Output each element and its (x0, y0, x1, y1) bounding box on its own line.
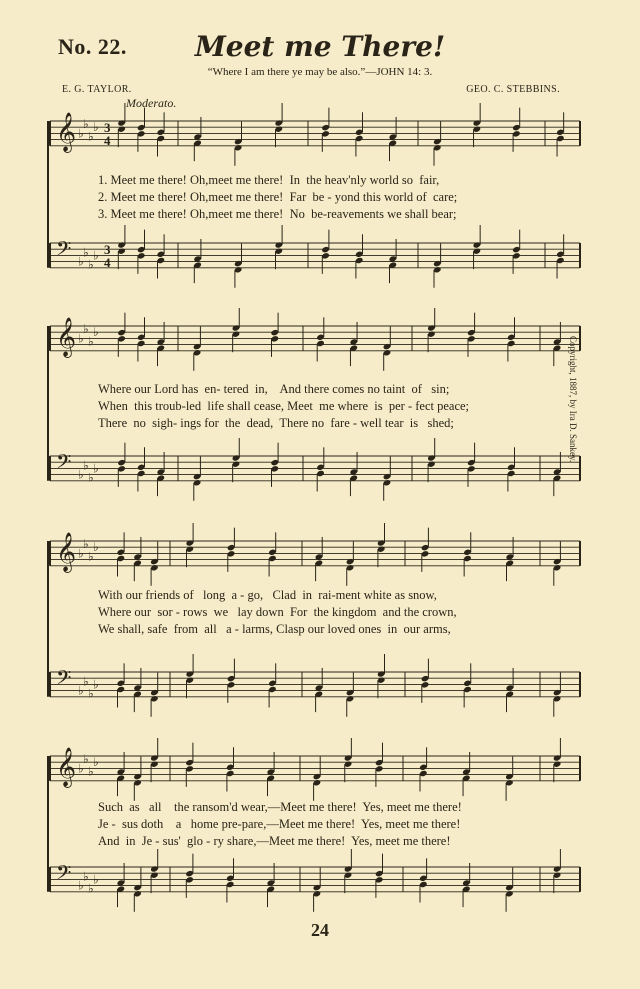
flat-icon: ♭ (83, 322, 89, 337)
hymn-title: Meet me There! (194, 30, 446, 63)
flat-icon: ♭ (83, 245, 89, 260)
bass-staff (50, 438, 580, 501)
time-signature-bottom: 4 (104, 133, 111, 148)
flat-icon: ♭ (78, 761, 84, 776)
flat-icon: ♭ (93, 248, 99, 263)
scripture-reference: “Where I am there ye may be also.”—JOHN 14: 3. (207, 66, 433, 78)
flat-icon: ♭ (93, 677, 99, 692)
bass-clef-icon: 𝄢 (56, 861, 72, 889)
flat-icon: ♭ (88, 686, 94, 701)
flat-icon: ♭ (93, 120, 99, 135)
treble-staff (50, 738, 580, 801)
lyricist-credit: E. G. TAYLOR. (62, 84, 132, 95)
flat-icon: ♭ (78, 254, 84, 269)
flat-icon: ♭ (88, 549, 94, 564)
flat-icon: ♭ (78, 546, 84, 561)
time-signature-bottom: 4 (104, 255, 111, 270)
flat-icon: ♭ (78, 331, 84, 346)
treble-staff (50, 308, 580, 371)
flat-icon: ♭ (83, 752, 89, 767)
flat-icon: ♭ (83, 674, 89, 689)
bass-staff (50, 849, 580, 912)
bass-clef-icon: 𝄢 (56, 450, 72, 478)
bass-clef-icon: 𝄢 (56, 237, 72, 265)
time-signature-top: 3 (104, 242, 111, 257)
flat-icon: ♭ (78, 467, 84, 482)
flat-icon: ♭ (93, 325, 99, 340)
hymn-number: No. 22. (58, 34, 127, 59)
treble-clef-icon: 𝄞 (56, 317, 77, 357)
treble-clef-icon: 𝄞 (56, 747, 77, 787)
treble-staff (50, 523, 580, 586)
flat-icon: ♭ (88, 764, 94, 779)
flat-icon: ♭ (78, 126, 84, 141)
flat-icon: ♭ (83, 537, 89, 552)
flat-icon: ♭ (78, 878, 84, 893)
flat-icon: ♭ (83, 458, 89, 473)
treble-staff (50, 103, 580, 166)
flat-icon: ♭ (88, 257, 94, 272)
bass-staff (50, 225, 580, 288)
flat-icon: ♭ (88, 129, 94, 144)
flat-icon: ♭ (83, 869, 89, 884)
flat-icon: ♭ (93, 755, 99, 770)
flat-icon: ♭ (93, 540, 99, 555)
treble-clef-icon: 𝄞 (56, 532, 77, 572)
flat-icon: ♭ (93, 872, 99, 887)
flat-icon: ♭ (93, 461, 99, 476)
flat-icon: ♭ (88, 334, 94, 349)
flat-icon: ♭ (88, 881, 94, 896)
bass-staff (50, 654, 580, 717)
page-number: 24 (311, 920, 329, 940)
bass-clef-icon: 𝄢 (56, 666, 72, 694)
composer-credit: GEO. C. STEBBINS. (466, 84, 560, 95)
time-signature-top: 3 (104, 120, 111, 135)
tempo-marking: Moderato. (126, 96, 177, 110)
treble-clef-icon: 𝄞 (56, 112, 77, 152)
flat-icon: ♭ (88, 470, 94, 485)
flat-icon: ♭ (83, 117, 89, 132)
copyright-notice: Copyright, 1887, by Ira D. Sankey. (568, 336, 578, 463)
flat-icon: ♭ (78, 683, 84, 698)
